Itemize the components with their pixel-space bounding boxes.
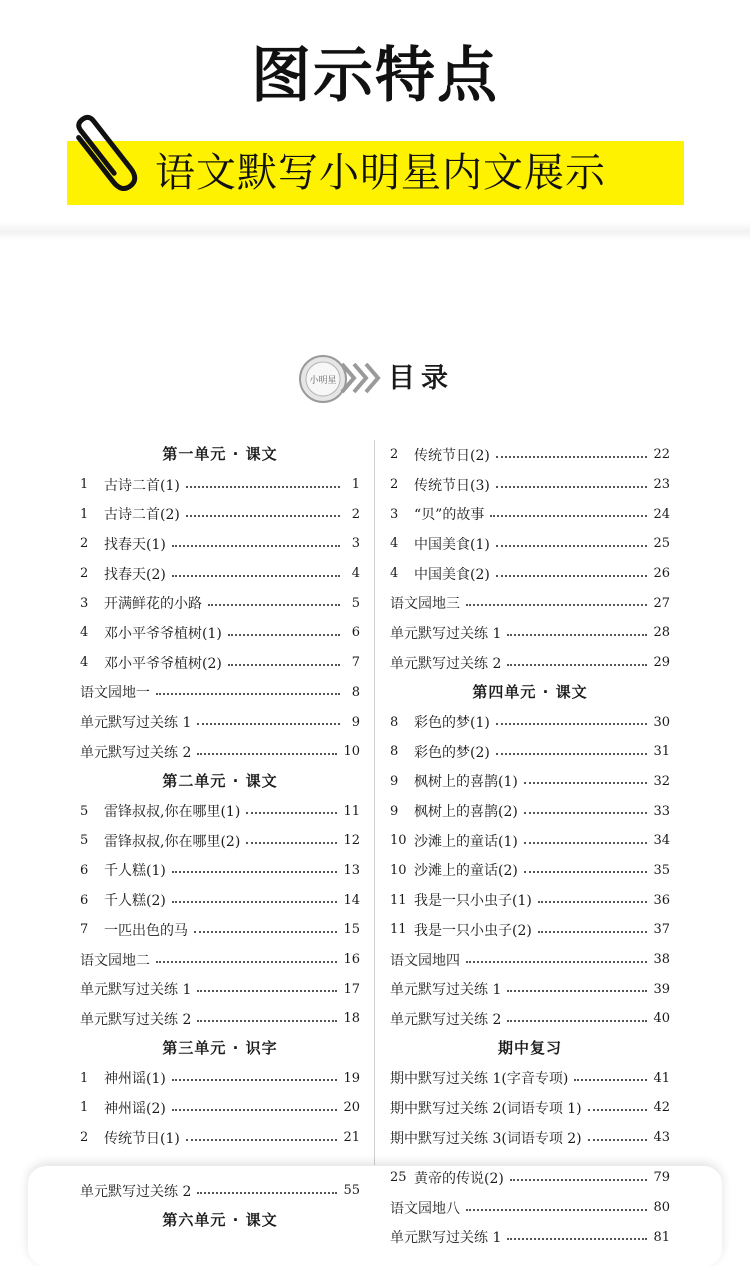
dot-leader (194, 931, 337, 933)
lesson-number: 1 (80, 506, 89, 522)
page-number: 17 (343, 981, 360, 997)
entry-title: 邓小平爷爷植树(1) (104, 625, 222, 642)
page-number: 14 (343, 892, 360, 908)
lesson-number: 1 (80, 1070, 89, 1086)
toc-entry (390, 856, 670, 886)
toc-entry (80, 737, 360, 767)
lesson-number: 4 (390, 566, 399, 582)
toc-entry (80, 856, 360, 886)
entry-title: 神州谣(2) (104, 1100, 166, 1117)
page-number: 6 (351, 625, 360, 641)
dot-leader (172, 1079, 338, 1081)
entry-title: 语文园地三 (390, 596, 460, 613)
page-number: 1 (351, 477, 360, 493)
entry-title: 我是一只小虫子(2) (414, 922, 532, 939)
dot-leader (588, 1139, 648, 1141)
toc-entry (390, 559, 670, 589)
lesson-number: 2 (80, 536, 89, 552)
toc-entry (80, 945, 360, 975)
page-number: 12 (343, 833, 360, 849)
unit-heading: 第三单元 · 识字 (162, 1038, 278, 1057)
entry-title: 期中默写过关练 2(词语专项 1) (390, 1100, 582, 1117)
lesson-number: 3 (390, 506, 399, 522)
toc-entry (80, 470, 360, 500)
toc-title: 目录 (388, 363, 454, 394)
dot-leader (156, 693, 340, 695)
entry-title: 单元默写过关练 2 (80, 1011, 192, 1028)
entry-title: 找春天(2) (104, 566, 166, 583)
lesson-number: 2 (390, 477, 399, 493)
toc-entry (390, 1063, 670, 1093)
lesson-number: 10 (390, 833, 407, 849)
lesson-number: 5 (80, 833, 89, 849)
toc-entry (80, 885, 360, 915)
page-number: 5 (351, 595, 360, 611)
entry-title: 语文园地四 (390, 952, 460, 969)
banner-text: 语文默写小明星内文展示 (155, 150, 606, 196)
entry-title: 一匹出色的马 (104, 922, 188, 939)
lesson-number: 4 (80, 655, 89, 671)
dot-leader (510, 1179, 648, 1181)
toc-entry (390, 440, 670, 470)
entry-title: 枫树上的喜鹊(1) (414, 774, 518, 791)
toc-entry (390, 945, 670, 975)
page-number: 39 (653, 981, 670, 997)
entry-title: 枫树上的喜鹊(2) (414, 804, 518, 821)
dot-leader (172, 545, 340, 547)
page-number: 4 (351, 566, 360, 582)
page-number: 20 (343, 1100, 360, 1116)
entry-title: 神州谣(1) (104, 1071, 166, 1088)
dot-leader (496, 575, 648, 577)
entry-title: 传统节日(1) (104, 1130, 180, 1147)
toc-entry (390, 1193, 670, 1223)
toc-entry (80, 588, 360, 618)
entry-title: 单元默写过关练 1 (390, 1230, 502, 1247)
page-number: 8 (351, 684, 360, 700)
dot-leader (172, 1109, 338, 1111)
toc-entry (390, 588, 670, 618)
lesson-number: 6 (80, 862, 89, 878)
entry-title: 语文园地八 (390, 1200, 460, 1217)
page-title: 图示特点 (251, 41, 499, 111)
page-number: 16 (343, 952, 360, 968)
entry-title: 中国美食(2) (414, 566, 490, 583)
toc-entry (390, 796, 670, 826)
toc-entry (80, 1004, 360, 1034)
dot-leader (538, 931, 648, 933)
dot-leader (228, 634, 340, 636)
dot-leader (156, 961, 337, 963)
entry-title: 千人糕(2) (104, 893, 166, 910)
page-number: 40 (653, 1011, 670, 1027)
lesson-number: 11 (390, 892, 407, 908)
toc-continued-right (390, 1163, 670, 1252)
page-number: 42 (653, 1100, 670, 1116)
lesson-number: 4 (390, 536, 399, 552)
page-number: 35 (653, 862, 670, 878)
entry-title: 彩色的梦(1) (414, 715, 490, 732)
entry-title: 我是一只小虫子(1) (414, 893, 532, 910)
lesson-number: 9 (390, 803, 399, 819)
page-number: 30 (653, 714, 670, 730)
entry-title: 单元默写过关练 1 (80, 715, 192, 732)
toc-right-column (390, 440, 670, 1153)
page-number: 33 (653, 803, 670, 819)
toc-entry (390, 885, 670, 915)
toc-entry (80, 1063, 360, 1093)
dot-leader (466, 1209, 647, 1211)
entry-title: 找春天(1) (104, 536, 166, 553)
dot-leader (490, 515, 647, 517)
dot-leader (496, 545, 648, 547)
toc-entry (390, 1163, 670, 1193)
toc-entry (80, 648, 360, 678)
dot-leader (186, 486, 340, 488)
lesson-number: 7 (80, 922, 89, 938)
dot-leader (208, 604, 340, 606)
page-number: 80 (653, 1200, 670, 1216)
toc-entry (390, 915, 670, 945)
page-number: 24 (653, 506, 670, 522)
dot-leader (197, 723, 340, 725)
toc-entry (390, 1004, 670, 1034)
page-number: 36 (653, 892, 670, 908)
entry-title: 单元默写过关练 1 (390, 625, 502, 642)
page-number: 38 (653, 952, 670, 968)
page-number: 7 (351, 655, 360, 671)
page-number: 31 (653, 744, 670, 760)
lesson-number: 6 (80, 892, 89, 908)
entry-title: 传统节日(2) (414, 447, 490, 464)
dot-leader (172, 871, 338, 873)
dot-leader (507, 664, 647, 666)
page-number: 9 (351, 714, 360, 730)
toc-entry (80, 1176, 360, 1206)
toc-entry (390, 826, 670, 856)
page-number: 22 (653, 447, 670, 463)
entry-title: 古诗二首(1) (104, 477, 180, 494)
toc-entry (390, 1093, 670, 1123)
page-number: 21 (343, 1130, 360, 1146)
entry-title: 黄帝的传说(2) (414, 1170, 504, 1187)
entry-title: 期中默写过关练 3(词语专项 2) (390, 1130, 582, 1147)
toc-entry (390, 974, 670, 1004)
dot-leader (186, 1139, 338, 1141)
page-number: 43 (653, 1130, 670, 1146)
entry-title: 单元默写过关练 2 (390, 655, 502, 672)
page-number: 28 (653, 625, 670, 641)
page-number: 79 (653, 1170, 670, 1186)
toc-entry (80, 529, 360, 559)
entry-title: 中国美食(1) (414, 536, 490, 553)
lesson-number: 5 (80, 803, 89, 819)
toc-entry (80, 678, 360, 708)
dot-leader (172, 901, 338, 903)
dot-leader (197, 1192, 337, 1194)
lesson-number: 11 (390, 922, 407, 938)
entry-title: 单元默写过关练 2 (80, 744, 192, 761)
entry-title: 古诗二首(2) (104, 507, 180, 524)
page-number: 11 (343, 803, 360, 819)
unit-heading: 第一单元 · 课文 (162, 445, 278, 463)
toc-entry (390, 470, 670, 500)
dot-leader (496, 456, 648, 458)
toc-entry (80, 796, 360, 826)
entry-title: 彩色的梦(2) (414, 744, 490, 761)
dot-leader (524, 782, 648, 784)
entry-title: 传统节日(3) (414, 477, 490, 494)
page-number: 55 (343, 1183, 360, 1199)
page-number: 19 (343, 1070, 360, 1086)
toc-entry (80, 1123, 360, 1153)
lesson-number: 25 (390, 1170, 407, 1186)
toc-entry (390, 499, 670, 529)
unit-heading: 第六单元 · 课文 (162, 1210, 278, 1229)
dot-leader (507, 990, 647, 992)
dot-leader (574, 1079, 647, 1081)
dot-leader (507, 1020, 647, 1022)
toc-entry (390, 767, 670, 797)
dot-leader (507, 1238, 647, 1240)
lesson-number: 1 (80, 477, 89, 493)
seal-label: 小明星 (309, 376, 337, 386)
dot-leader (496, 723, 648, 725)
section-divider (0, 222, 750, 240)
page-number: 3 (351, 536, 360, 552)
feature-banner (67, 141, 684, 205)
dot-leader (588, 1109, 648, 1111)
toc-left-column (80, 440, 360, 1153)
dot-leader (246, 842, 337, 844)
entry-title: 雷锋叔叔,你在哪里(2) (104, 833, 241, 850)
dot-leader (246, 812, 337, 814)
unit-heading: 第二单元 · 课文 (162, 771, 278, 790)
dot-leader (524, 812, 648, 814)
page-number: 32 (653, 773, 670, 789)
toc-continued-left (80, 1176, 360, 1235)
entry-title: 雷锋叔叔,你在哪里(1) (104, 804, 241, 821)
toc-header (298, 352, 468, 404)
toc-entry (80, 707, 360, 737)
dot-leader (466, 604, 647, 606)
toc-entry (390, 707, 670, 737)
page-number: 27 (653, 595, 670, 611)
toc-entry (390, 648, 670, 678)
page-number: 2 (351, 506, 360, 522)
page-number: 37 (653, 922, 670, 938)
page-number: 81 (653, 1229, 670, 1245)
entry-title: “贝”的故事 (414, 507, 485, 524)
unit-heading: 第四单元 · 课文 (472, 682, 588, 701)
entry-title: 单元默写过关练 1 (390, 982, 502, 999)
page-number: 26 (653, 566, 670, 582)
toc-entry (80, 499, 360, 529)
dot-leader (172, 575, 340, 577)
entry-title: 语文园地二 (80, 952, 150, 969)
lesson-number: 4 (80, 625, 89, 641)
entry-title: 单元默写过关练 2 (390, 1011, 502, 1028)
entry-title: 单元默写过关练 1 (80, 982, 192, 999)
page-number: 15 (343, 922, 360, 938)
page-number: 18 (343, 1011, 360, 1027)
entry-title: 单元默写过关练 2 (80, 1183, 192, 1200)
entry-title: 千人糕(1) (104, 863, 166, 880)
lesson-number: 9 (390, 773, 399, 789)
dot-leader (186, 515, 340, 517)
dot-leader (524, 842, 648, 844)
dot-leader (466, 961, 647, 963)
entry-title: 沙滩上的童话(2) (414, 863, 518, 880)
page-number: 29 (653, 655, 670, 671)
lesson-number: 10 (390, 862, 407, 878)
lesson-number: 2 (80, 1130, 89, 1146)
chevrons-icon (338, 362, 382, 394)
entry-title: 语文园地一 (80, 685, 150, 702)
page-number: 10 (343, 744, 360, 760)
entry-title: 开满鲜花的小路 (104, 596, 202, 613)
page-number: 13 (343, 862, 360, 878)
lesson-number: 2 (80, 566, 89, 582)
lesson-number: 8 (390, 714, 399, 730)
dot-leader (197, 1020, 337, 1022)
toc-entry (390, 737, 670, 767)
dot-leader (496, 753, 648, 755)
dot-leader (538, 901, 648, 903)
toc-entry (390, 1123, 670, 1153)
dot-leader (197, 753, 337, 755)
paperclip-icon (74, 110, 140, 202)
toc-entry (80, 826, 360, 856)
toc-entry (80, 915, 360, 945)
lesson-number: 1 (80, 1100, 89, 1116)
dot-leader (524, 871, 648, 873)
entry-title: 沙滩上的童话(1) (414, 833, 518, 850)
dot-leader (197, 990, 337, 992)
toc-entry (390, 529, 670, 559)
entry-title: 邓小平爷爷植树(2) (104, 655, 222, 672)
lesson-number: 3 (80, 595, 89, 611)
toc-entry (80, 618, 360, 648)
toc-entry (80, 559, 360, 589)
page-number: 41 (653, 1070, 670, 1086)
lesson-number: 2 (390, 447, 399, 463)
dot-leader (496, 486, 648, 488)
page-number: 25 (653, 536, 670, 552)
toc-entry (80, 1093, 360, 1123)
unit-heading: 期中复习 (497, 1038, 562, 1057)
dot-leader (507, 634, 647, 636)
page-number: 34 (653, 833, 670, 849)
toc-entry (390, 1222, 670, 1252)
toc-entry (80, 974, 360, 1004)
column-divider (374, 440, 375, 1165)
dot-leader (228, 664, 340, 666)
toc-entry (390, 618, 670, 648)
entry-title: 期中默写过关练 1(字音专项) (390, 1071, 569, 1088)
page-number: 23 (653, 477, 670, 493)
lesson-number: 8 (390, 744, 399, 760)
